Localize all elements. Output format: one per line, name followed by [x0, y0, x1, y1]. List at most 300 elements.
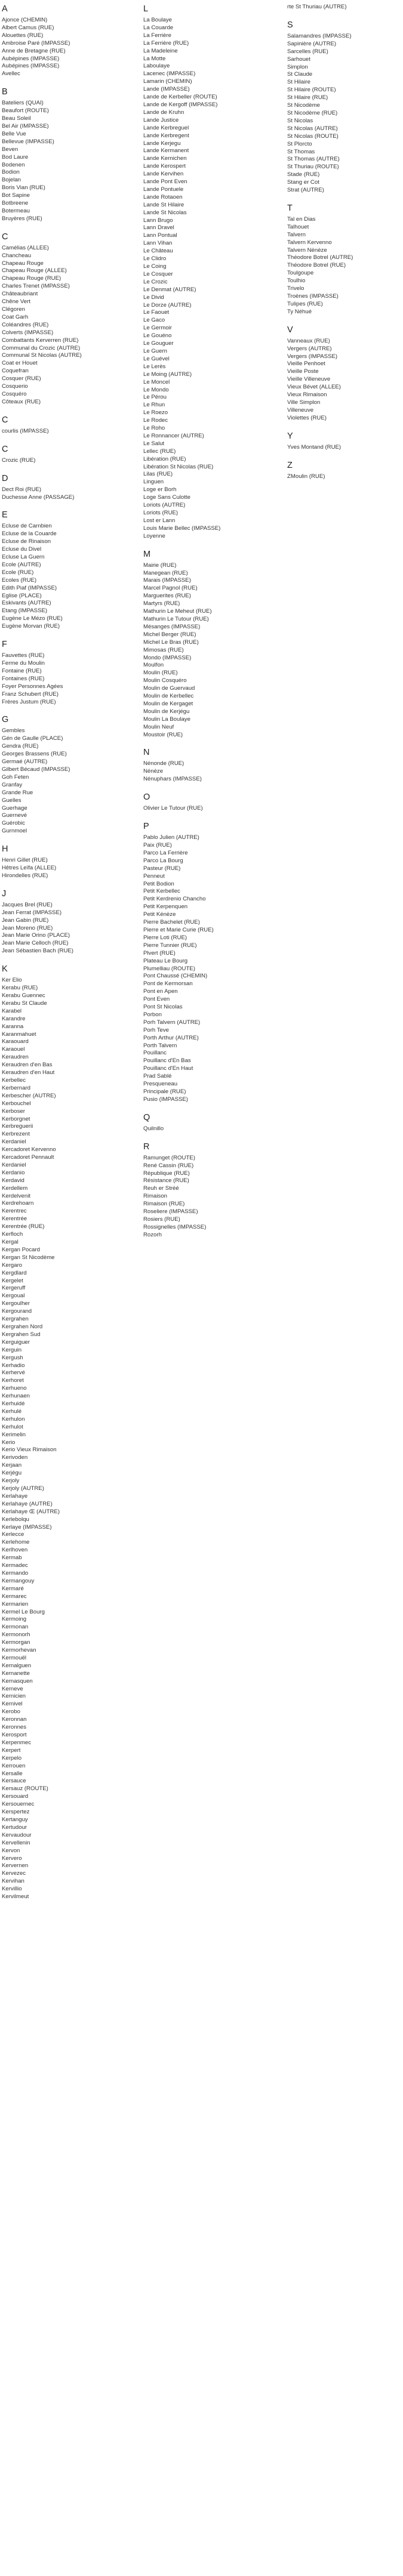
street-name: Kerivoden	[2, 1454, 28, 1461]
street-name: Le Lerès	[143, 363, 166, 370]
street-name: Kerbouchel	[2, 1100, 31, 1107]
street-name: Talvern	[287, 231, 306, 238]
street-name: Kertudour	[2, 1824, 27, 1831]
street-name: Violettes (RUE)	[287, 414, 327, 421]
street-name: Communal du Crozic (AUTRE)	[2, 344, 81, 351]
street-name: René Cassin (RUE)	[143, 1162, 194, 1169]
street-name: Talhouet	[287, 223, 309, 230]
street-name: La Boulaye	[143, 17, 173, 23]
street-name: Lamarin (CHEMIN)	[143, 78, 192, 85]
street-name: Lann Brugo	[143, 217, 173, 224]
street-name: Théodore Botrel (AUTRE)	[287, 254, 353, 261]
street-name: Kerdavid	[2, 1177, 24, 1184]
street-name: Kerjoly	[2, 1477, 20, 1485]
street-name: Kerhulé	[2, 1408, 22, 1415]
section-letter: G	[2, 715, 9, 725]
street-name: Plumelliau (ROUTE)	[143, 965, 195, 972]
street-name: Coléandres (RUE)	[2, 321, 49, 328]
street-name: Kerdellem	[2, 1184, 28, 1192]
section-letter: H	[2, 844, 8, 854]
street-name: Kernivel	[2, 1701, 23, 1708]
street-name: Pierre Tunnier (RUE)	[143, 942, 197, 949]
street-name: Bojelan	[2, 177, 21, 184]
letter-section	[2, 473, 140, 502]
street-name: Vieille Villeneuve	[287, 376, 331, 383]
street-name: Kerhunaen	[2, 1393, 30, 1400]
street-list	[2, 100, 140, 223]
street-name: Moulin La Boulaye	[143, 715, 190, 723]
section-letter: J	[2, 889, 7, 899]
section-letter: K	[2, 964, 8, 974]
street-name: Kerborgnet	[2, 1115, 30, 1122]
street-name: Pouillanc d'En Haut	[143, 1065, 193, 1072]
section-letter: E	[2, 510, 8, 520]
street-name: Guérobic	[2, 820, 25, 827]
street-name: Jean Sébastien Bach (RUE)	[2, 948, 73, 955]
street-name: St Hilaire (RUE)	[287, 94, 328, 101]
street-name: Aubépines (IMPASSE)	[2, 63, 60, 70]
street-name: Libération (RUE)	[143, 455, 186, 462]
street-name: Kergan St Nicodème	[2, 1254, 55, 1261]
street-name: Loriots (AUTRE)	[143, 502, 186, 509]
street-name: Gendra (RUE)	[2, 743, 39, 750]
street-name: Le Rodec	[143, 417, 168, 424]
letter-section	[287, 203, 403, 316]
street-name: Kerhervé	[2, 1369, 25, 1377]
street-name: Principale (RUE)	[143, 1088, 186, 1095]
street-name: Kerabu Guennec	[2, 992, 45, 999]
street-name: Bot Sapine	[2, 192, 30, 199]
street-name: Kerentrée (RUE)	[2, 1223, 45, 1230]
section-letter: O	[143, 792, 150, 803]
street-name: Ecluse de Carnbien	[2, 523, 52, 530]
street-name: Michel Berger (RUE)	[143, 631, 196, 638]
letter-section	[143, 549, 284, 739]
street-name: Kermadec	[2, 1562, 28, 1569]
street-name: Moulfon	[143, 662, 164, 669]
street-name: Kervero	[2, 1855, 22, 1862]
street-name: Franz Schubert (RUE)	[2, 690, 59, 698]
street-name: Stang er Cot	[287, 179, 319, 186]
street-name: Prad Sablé	[143, 1073, 172, 1080]
street-name: Le Gaco	[143, 317, 165, 324]
street-name: St Thuriau (ROUTE)	[287, 163, 339, 171]
street-name: Kerio Vieux Rimaison	[2, 1446, 57, 1454]
street-name: Kergoulher	[2, 1300, 30, 1307]
section-letter: Z	[287, 460, 293, 470]
street-name: Rossignelles (IMPASSE)	[143, 1223, 207, 1230]
street-name: Lande St Nicolas	[143, 209, 187, 216]
street-name: Aubépines (IMPASSE)	[2, 55, 60, 62]
street-name: rte St Thuriau (AUTRE)	[287, 4, 347, 10]
street-name: Olivier Le Tutour (RUE)	[143, 805, 203, 812]
street-name: Rozorh	[143, 1231, 162, 1238]
street-name: Ramunget (ROUTE)	[143, 1154, 195, 1161]
section-letter: R	[143, 1142, 150, 1152]
street-name: Lande St Hilaire	[143, 201, 184, 208]
street-list	[143, 834, 284, 1104]
street-name: Kersauz (ROUTE)	[2, 1785, 48, 1793]
street-name: Kerbescher (AUTRE)	[2, 1092, 56, 1099]
street-name: Kermouël	[2, 1654, 27, 1661]
street-name: Mairie (RUE)	[143, 562, 177, 569]
street-name: Kervillio	[2, 1886, 22, 1893]
street-name: Parco La Ferrière	[143, 849, 188, 856]
street-name: Kermoing	[2, 1616, 27, 1623]
section-letter: L	[143, 4, 149, 14]
street-name: Le Dorze (AUTRE)	[143, 301, 192, 308]
street-name: Fontaine (RUE)	[2, 667, 42, 674]
street-list	[2, 428, 140, 436]
street-list	[287, 473, 403, 481]
street-name: Kerfloch	[2, 1231, 23, 1238]
street-name: Kergelet	[2, 1277, 23, 1284]
street-name: Mimosas (RUE)	[143, 646, 184, 653]
street-name: Le Rhun	[143, 402, 165, 409]
street-name: Kertanguy	[2, 1816, 28, 1823]
section-letter: B	[2, 87, 8, 97]
street-name: Lande de Kerbeller (ROUTE)	[143, 94, 217, 101]
street-name: Coat er Houet	[2, 360, 38, 367]
street-name: Kervellenin	[2, 1839, 30, 1846]
street-name: Le Mondo	[143, 386, 169, 393]
street-name: Kerlhoven	[2, 1547, 28, 1554]
street-name: Plvert (RUE)	[143, 949, 176, 957]
section-letter: P	[143, 822, 149, 832]
street-name: Lann Vihan	[143, 240, 173, 247]
street-name: Lande Kerbreguel	[143, 124, 189, 131]
street-name: Loge er Borh	[143, 486, 177, 493]
street-name: Kersouernec	[2, 1801, 35, 1808]
street-name: Villeneuve	[287, 406, 314, 414]
street-name: La Couarde	[143, 24, 174, 31]
street-name: Moulin de Guervaud	[143, 685, 195, 692]
street-name: Kerpelo	[2, 1754, 22, 1761]
street-name: Loge Sans Culotte	[143, 494, 190, 501]
street-name: Boris Vian (RUE)	[2, 184, 45, 192]
street-name: Kerlaye (IMPASSE)	[2, 1523, 52, 1531]
street-name: Le Salut	[143, 440, 165, 447]
street-name: Kerio	[2, 1439, 16, 1446]
street-name: Kerhadio	[2, 1362, 25, 1369]
street-name: Kerjaan	[2, 1462, 22, 1469]
street-list	[287, 216, 403, 316]
street-name: Duchesse Anne (PASSAGE)	[2, 493, 75, 501]
street-name: Lilas (RUE)	[143, 471, 173, 478]
street-name: Kermonan	[2, 1624, 29, 1631]
street-name: Foyer Personnes Agées	[2, 683, 63, 690]
street-name: Le Château	[143, 248, 173, 255]
section-letter: M	[143, 549, 151, 559]
street-name: Linguen	[143, 479, 164, 486]
street-name: Kergeruff	[2, 1285, 26, 1292]
street-name: Karanmahuet	[2, 1031, 36, 1038]
street-name: Kerhuidé	[2, 1400, 25, 1408]
street-name: Moulin de Kerjégu	[143, 708, 190, 715]
street-name: Kerlehome	[2, 1539, 30, 1546]
street-name: Guerhage	[2, 804, 27, 812]
street-name: Kerentrée	[2, 1215, 27, 1223]
street-name: Le Gouéno	[143, 332, 172, 340]
street-name: Pont Even	[143, 996, 170, 1003]
section-letter: C	[2, 415, 8, 425]
street-name: Kerpenmec	[2, 1739, 32, 1746]
street-name: Lacenec (IMPASSE)	[143, 70, 196, 78]
street-name: Kerimelin	[2, 1431, 26, 1438]
street-name: Crozic (RUE)	[2, 456, 36, 464]
letter-section	[2, 714, 140, 835]
letter-section	[2, 4, 140, 78]
street-list	[2, 977, 140, 1901]
street-name: Lost er Lann	[143, 517, 176, 524]
street-name: Reuh er Stréé	[143, 1185, 179, 1192]
street-name: Henri Gillet (RUE)	[2, 857, 48, 864]
street-name: Jean Moreno (RUE)	[2, 924, 53, 931]
street-name: Strat (AUTRE)	[287, 187, 324, 194]
street-name: Talvern Kervenno	[287, 239, 332, 246]
street-name: Roseliere (IMPASSE)	[143, 1208, 198, 1215]
street-name: Le Denmat (AUTRE)	[143, 286, 196, 293]
street-list	[2, 486, 140, 502]
street-name: Hêtres Leïfa (ALLEE)	[2, 865, 57, 872]
street-name: Kernasquen	[2, 1677, 33, 1685]
street-name: Jean Marie Orino (PLACE)	[2, 932, 70, 939]
street-name: Keraudren	[2, 1054, 29, 1061]
street-name: Petit Kerbellec	[143, 888, 180, 895]
street-name: Goh Feten	[2, 773, 29, 780]
street-name: Karabel	[2, 1007, 22, 1014]
street-name: Porh Talvern (AUTRE)	[143, 1019, 201, 1026]
street-name: Lande (IMPASSE)	[143, 86, 190, 93]
street-name: Petit Kénèze	[143, 911, 176, 918]
street-name: Kervihan	[2, 1878, 24, 1885]
street-name: Kernanette	[2, 1670, 30, 1677]
street-name: Loriots (RUE)	[143, 510, 179, 516]
street-name: Lann Dravel	[143, 224, 174, 232]
street-name: Kerbrezent	[2, 1131, 30, 1138]
street-name: Kerguin	[2, 1346, 22, 1353]
letter-section	[143, 747, 284, 783]
street-name: Plateau Le Bourg	[143, 957, 188, 964]
street-name: Loyenne	[143, 532, 165, 539]
street-name: Kergrahen	[2, 1316, 29, 1323]
street-name: Moulin Neuf	[143, 723, 174, 730]
street-name: Le Roho	[143, 425, 165, 432]
street-name: Kermangouy	[2, 1577, 35, 1584]
street-name: Keraudren d'en Bas	[2, 1062, 53, 1069]
street-name: St Nicolas (ROUTE)	[287, 132, 339, 140]
street-name: Kerlahaye (AUTRE)	[2, 1500, 53, 1507]
street-name: Lande Kerospert	[143, 163, 186, 170]
street-name: Kersouard	[2, 1793, 29, 1800]
street-name: Jean Gabin (RUE)	[2, 917, 49, 924]
letter-section	[2, 415, 140, 436]
street-name: Nénuphars (IMPASSE)	[143, 776, 202, 783]
street-name: Le Ronnancer (AUTRE)	[143, 432, 204, 439]
letter-section	[2, 964, 140, 1901]
street-name: La Ferrière	[143, 32, 171, 39]
street-name: Kergaro	[2, 1261, 23, 1269]
street-name: Lande Kerbregent	[143, 132, 189, 139]
street-name: Eskivants (AUTRE)	[2, 600, 51, 607]
street-name: Marguerites (RUE)	[143, 593, 191, 600]
street-name: Lande Justice	[143, 116, 179, 124]
street-name: Pierre et Marie Curie (RUE)	[143, 926, 214, 933]
street-name: Mésanges (IMPASSE)	[143, 623, 201, 630]
street-name: Pont de Kermorsan	[143, 980, 193, 988]
street-name: Le Crozic	[143, 278, 168, 285]
street-name: Lande Pontuele	[143, 186, 184, 193]
street-name: La Motte	[143, 55, 166, 62]
section-letter: N	[143, 748, 150, 758]
street-name: Kermorgan	[2, 1639, 30, 1646]
street-name: Kermando	[2, 1569, 29, 1577]
street-name: Rimaison	[143, 1193, 167, 1200]
street-list	[2, 902, 140, 955]
street-name: Kerlahaye Œ (AUTRE)	[2, 1508, 60, 1515]
street-name: Communal St Nicolas (AUTRE)	[2, 352, 82, 359]
street-name: Théodore Botrel (RUE)	[287, 262, 346, 269]
street-name: St Thomas	[287, 148, 315, 155]
street-name: La Madeleine	[143, 47, 178, 54]
letter-section	[2, 87, 140, 223]
street-name: Kerdrehoarn	[2, 1200, 34, 1207]
street-name: Kerabu (RUE)	[2, 985, 38, 992]
street-name: Karandre	[2, 1015, 26, 1022]
street-name: Kerhulot	[2, 1423, 23, 1430]
street-name: Pont Chaussé (CHEMIN)	[143, 973, 208, 980]
street-name: Kergdlard	[2, 1269, 27, 1276]
street-name: Lande Kernichen	[143, 155, 187, 162]
street-list	[287, 444, 403, 452]
street-name: Chapeau Rouge (ALLEE)	[2, 267, 67, 274]
street-name: Ecluse du Divel	[2, 546, 42, 553]
section-letter: F	[2, 640, 7, 650]
column-3	[284, 4, 403, 489]
street-list	[2, 245, 140, 406]
street-name: Lande Pont Even	[143, 178, 187, 186]
street-name: Moulin de Kergaget	[143, 700, 193, 707]
street-name: Kervilmeut	[2, 1893, 29, 1901]
street-name: Le Roezo	[143, 409, 168, 417]
street-list	[287, 33, 403, 195]
street-name: Moulin Cosquéro	[143, 677, 187, 684]
street-name: Résistance (RUE)	[143, 1177, 189, 1184]
street-name: Ferme du Moulin	[2, 660, 45, 667]
street-name: Anne de Bretagne (RUE)	[2, 47, 66, 54]
street-name: Kerjoly (AUTRE)	[2, 1485, 44, 1492]
street-name: Combattants Kerverren (RUE)	[2, 337, 79, 344]
street-name: Gén de Gaulle (PLACE)	[2, 735, 63, 742]
street-name: St Hilaire (ROUTE)	[287, 87, 336, 94]
street-name: Bateliers (QUAI)	[2, 100, 44, 107]
street-name: Le Guern	[143, 347, 168, 354]
street-name: Hirondelles (RUE)	[2, 872, 48, 879]
street-name: courlis (IMPASSE)	[2, 427, 49, 434]
letter-section	[287, 20, 403, 195]
section-letter: C	[2, 444, 8, 454]
street-name: Kerneve	[2, 1685, 23, 1692]
street-name: Bruyères (RUE)	[2, 215, 42, 222]
street-name: Karaouard	[2, 1038, 29, 1045]
street-name: Chapeau Rouge	[2, 260, 44, 267]
street-name: Guelles	[2, 797, 21, 804]
street-name: St Nicolas (AUTRE)	[287, 125, 338, 132]
street-name: Ty Néhué	[287, 308, 312, 315]
street-name: Kerdaniel	[2, 1161, 26, 1168]
street-name: Libération St Nicolas (RUE)	[143, 463, 214, 470]
street-list	[143, 562, 284, 739]
street-name: Bodion	[2, 169, 20, 176]
street-name: Pont en Apen	[143, 988, 178, 995]
street-name: Gurnmoel	[2, 828, 27, 835]
street-name: Eugène Le Mézo (RUE)	[2, 615, 63, 622]
street-name: Kergrahen Nord	[2, 1323, 43, 1330]
street-name: Kernicien	[2, 1693, 26, 1700]
letter-section	[2, 510, 140, 631]
street-name: Vieux Bévet (ALLEE)	[287, 384, 341, 391]
street-name: Manegean (RUE)	[143, 569, 188, 576]
street-name: Talvern Nénèze	[287, 246, 327, 254]
street-name: Camélias (ALLEE)	[2, 244, 49, 251]
street-name: Gilbert Bécaud (IMPASSE)	[2, 766, 70, 773]
street-name: Troènes (IMPASSE)	[287, 293, 339, 300]
street-name: Kerpert	[2, 1747, 21, 1754]
street-name: Lande Kerjegu	[143, 140, 181, 147]
street-name: Le Divid	[143, 294, 164, 301]
street-name: Porh Teve	[143, 1026, 170, 1034]
street-name: Pouillanc d'En Bas	[143, 1057, 191, 1065]
street-name: Salamandres (IMPASSE)	[287, 32, 352, 39]
letter-section	[287, 460, 403, 481]
street-name: Pierre Loti (RUE)	[143, 934, 187, 941]
street-list	[143, 760, 284, 783]
street-name: Kermonorh	[2, 1631, 30, 1639]
street-name: Kerbellec	[2, 1076, 26, 1084]
street-name: Trivelo	[287, 285, 304, 292]
street-name: Le Coing	[143, 263, 167, 270]
street-name: Cosquer (RUE)	[2, 375, 41, 382]
street-name: Moulin (RUE)	[143, 670, 178, 677]
street-name: Kerboser	[2, 1107, 25, 1115]
street-name: Lande de Kergoff (IMPASSE)	[143, 101, 218, 108]
street-name: Ecole (RUE)	[2, 569, 34, 576]
street-name: Nénèze	[143, 768, 164, 775]
street-name: Pusio (IMPASSE)	[143, 1096, 188, 1103]
street-name: Jacques Brel (RUE)	[2, 901, 53, 908]
section-letter: C	[2, 232, 8, 242]
street-name: Granfay	[2, 781, 23, 788]
street-name: Lande Rotaoen	[143, 193, 183, 200]
street-name: Presqueneau	[143, 1081, 178, 1088]
street-name: Louis Marie Bellec (IMPASSE)	[143, 525, 221, 532]
street-name: St Thomas (AUTRE)	[287, 156, 340, 163]
street-name: Le Moing (AUTRE)	[143, 371, 192, 378]
letter-section	[143, 821, 284, 1104]
street-name: Kerbernard	[2, 1084, 30, 1091]
street-name: Porbon	[143, 1011, 162, 1018]
street-name: Kervezec	[2, 1870, 26, 1877]
street-name: Cosquéro	[2, 390, 27, 397]
street-name: Moustoir (RUE)	[143, 731, 183, 738]
street-name: Kerdaniel	[2, 1139, 26, 1146]
street-name: Sarhouet	[287, 55, 310, 63]
street-name: Kergan Pocard	[2, 1246, 40, 1253]
letter-section	[287, 4, 403, 11]
street-name: Nénonde (RUE)	[143, 760, 184, 767]
street-name: Lann Pontual	[143, 232, 177, 239]
street-name: Beau Soleil	[2, 115, 31, 122]
